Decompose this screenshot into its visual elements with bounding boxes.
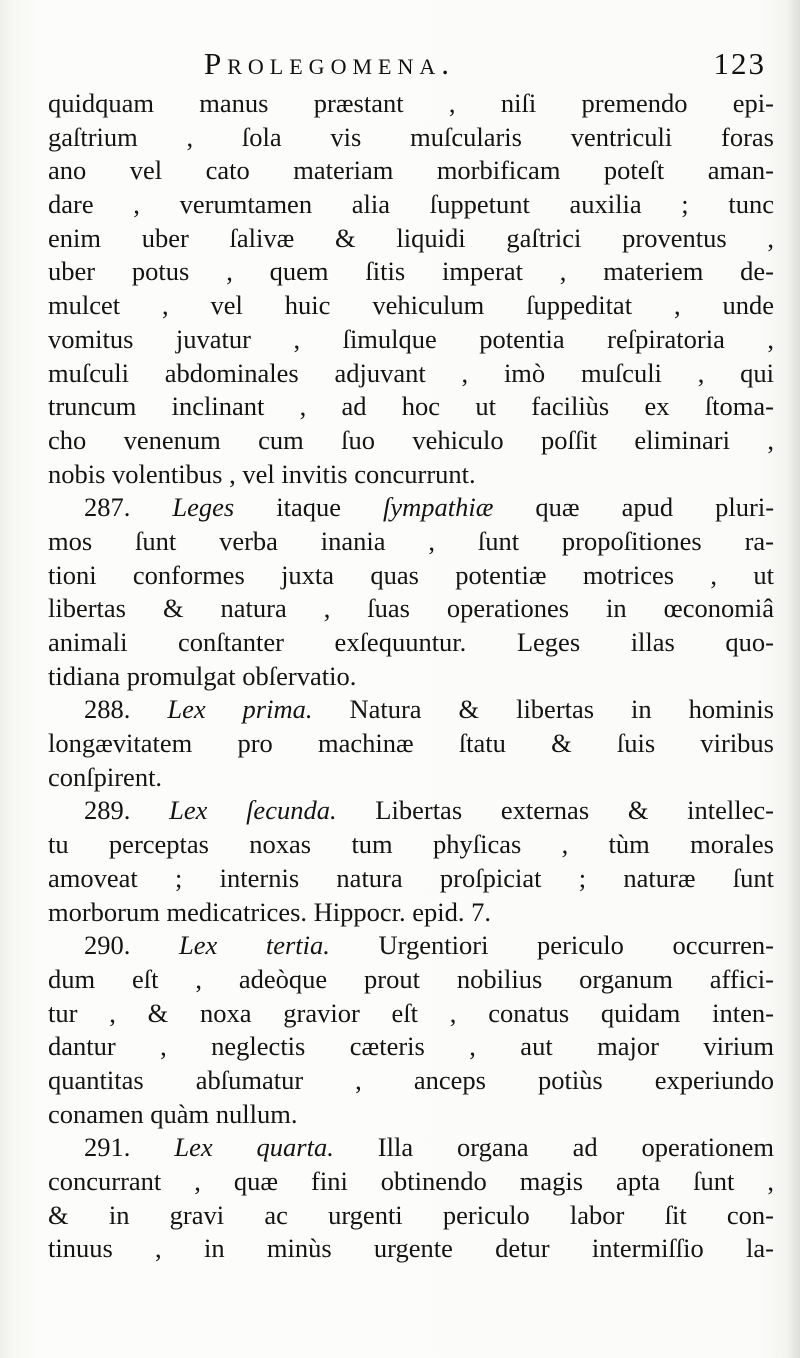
text-line	[48, 188, 774, 222]
text-line	[48, 424, 774, 458]
text-line	[48, 525, 774, 559]
paragraph-start-line	[48, 1131, 774, 1165]
line-text-rest: quæ apud pluri-	[493, 492, 775, 523]
paragraph-start-line	[48, 929, 774, 963]
text-line	[48, 289, 774, 323]
line-text: gaſtrium , ſola vis muſcularis ventriculi foras	[48, 121, 774, 152]
text-line	[48, 255, 774, 289]
text-line	[48, 896, 774, 930]
italic-term: ſympathiæ	[383, 492, 494, 523]
line-text: enim uber ſalivæ & liquidi gaſtrici proventus ,	[48, 222, 774, 253]
text-line	[48, 1165, 774, 1199]
text-line	[48, 727, 774, 761]
text-line	[48, 1199, 774, 1233]
line-text: dare , verumtamen alia ſuppetunt auxilia ; tunc	[48, 189, 774, 220]
line-text: quidquam manus præstant , niſi premendo epi-	[48, 88, 774, 118]
text-line	[48, 87, 774, 121]
line-text: mos ſunt verba inania , ſunt propoſitiones ra-	[48, 525, 774, 556]
page-header	[196, 40, 776, 88]
text-line	[48, 323, 774, 357]
section-number: 288.	[84, 694, 131, 725]
line-text: ano vel cato materiam morbificam poteſt aman-	[48, 155, 774, 186]
line-text: longævitatem pro machinæ ſtatu & ſuis viribus	[48, 728, 774, 759]
text-line	[48, 761, 774, 795]
line-text: Libertas externas & intellec-	[336, 795, 774, 826]
text-line	[48, 1064, 774, 1098]
line-text: Illa organa ad operationem	[333, 1132, 775, 1163]
running-head: Prolegomena.	[204, 46, 455, 81]
paragraph-start-line	[48, 491, 774, 525]
line-text: muſculi abdominales adjuvant , imò muſculi , qui	[48, 357, 774, 388]
line-text: tu perceptas noxas tum phyſicas , tùm morales	[48, 829, 774, 860]
page-edge-shadow	[786, 0, 800, 1358]
line-text: mulcet , vel huic vehiculum ſuppeditat , unde	[48, 290, 774, 321]
line-text: uber potus , quem ſitis imperat , materiem de-	[48, 256, 774, 287]
line-text: tioni conformes juxta quas potentiæ motrices , ut	[48, 559, 774, 590]
section-lead: Leges	[172, 492, 235, 523]
body-text	[48, 87, 774, 1266]
paragraph-start-line	[48, 794, 774, 828]
text-line	[48, 1232, 774, 1266]
section-number: 291.	[84, 1132, 131, 1163]
text-line	[48, 458, 774, 492]
text-line	[48, 121, 774, 155]
text-line	[48, 862, 774, 896]
section-number: 290.	[84, 930, 131, 961]
text-line	[48, 997, 774, 1031]
line-text: vomitus juvatur , ſimulque potentia reſpiratoria ,	[48, 323, 774, 354]
line-text: morborum medicatrices. Hippocr. epid. 7.	[48, 896, 492, 927]
text-line	[48, 626, 774, 660]
line-text: libertas & natura , ſuas operationes in œconomiâ	[48, 593, 774, 624]
line-text: conamen quàm nullum.	[48, 1098, 298, 1129]
text-line	[48, 1098, 774, 1132]
line-text: animali conſtanter exſequuntur. Leges illas quo-	[48, 627, 774, 657]
line-text: cho venenum cum ſuo vehiculo poſſit eliminari ,	[48, 424, 774, 455]
text-line	[48, 592, 774, 626]
line-text: itaque	[234, 492, 383, 523]
line-text: conſpirent.	[48, 761, 163, 792]
text-line	[48, 828, 774, 862]
line-text: quantitas abſumatur , anceps potiùs experiundo	[48, 1064, 774, 1095]
line-text: dantur , neglectis cæteris , aut major virium	[48, 1031, 774, 1062]
line-text: concurrant , quæ fini obtinendo magis apta ſunt ,	[48, 1166, 774, 1196]
line-text: amoveat ; internis natura proſpiciat ; naturæ ſunt	[48, 862, 774, 893]
line-text: truncum inclinant , ad hoc ut faciliùs ex ſtoma-	[48, 391, 774, 422]
text-line	[48, 154, 774, 188]
line-text: nobis volentibus , vel invitis concurrunt.	[48, 458, 476, 489]
section-number: 287.	[84, 492, 131, 523]
line-text: Urgentiori periculo occurren-	[329, 930, 775, 961]
text-line	[48, 660, 774, 694]
line-text: tinuus , in minùs urgente detur intermiſſio la-	[48, 1233, 774, 1264]
section-lead: Lex prima.	[167, 694, 313, 725]
text-line	[48, 963, 774, 997]
text-line	[48, 559, 774, 593]
line-text: Natura & libertas in hominis	[312, 694, 774, 725]
line-text: tur , & noxa gravior eſt , conatus quidam inten-	[48, 997, 774, 1028]
paragraph-start-line	[48, 693, 774, 727]
text-line	[48, 222, 774, 256]
line-text: tidiana promulgat obſervatio.	[48, 660, 357, 691]
section-lead: Lex tertia.	[179, 930, 330, 961]
section-number: 289.	[84, 795, 131, 826]
section-lead: Lex ſecunda.	[169, 795, 337, 826]
line-text: dum eſt , adeòque prout nobilius organum affici-	[48, 963, 774, 994]
text-line	[48, 1030, 774, 1064]
text-line	[48, 357, 774, 391]
section-lead: Lex quarta.	[174, 1132, 334, 1163]
page-number: 123	[713, 46, 766, 81]
line-text: & in gravi ac urgenti periculo labor ſit con-	[48, 1199, 774, 1230]
text-line	[48, 390, 774, 424]
